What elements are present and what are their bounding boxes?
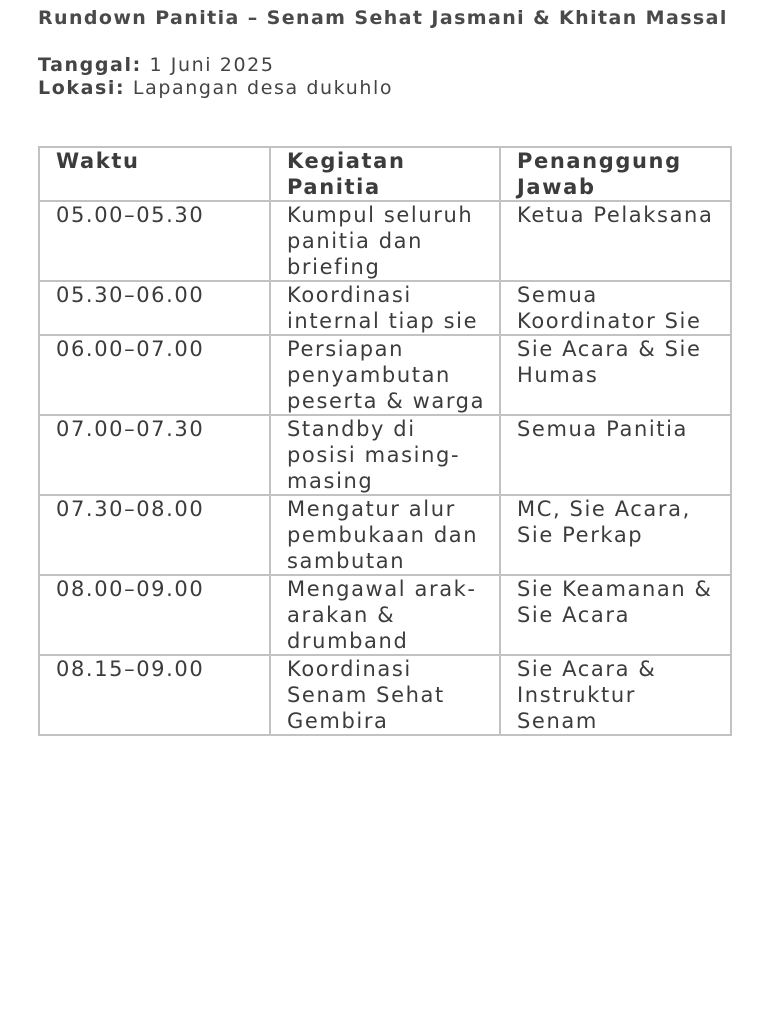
table-row	[39, 281, 731, 335]
pic-cell: Sie Keamanan & Sie Acara	[500, 575, 731, 655]
time-cell: 06.00–07.00	[39, 335, 270, 415]
date-value: 1 Juni 2025	[149, 54, 275, 76]
activity-cell: Koordinasi Senam Sehat Gembira	[270, 655, 500, 735]
document-meta	[38, 54, 730, 100]
document	[38, 6, 730, 733]
activity-cell: Kumpul seluruh panitia dan briefing	[270, 201, 500, 281]
table-row	[39, 415, 731, 495]
table-row	[39, 495, 731, 575]
time-cell: 08.00–09.00	[39, 575, 270, 655]
time-cell: 05.00–05.30	[39, 201, 270, 281]
header-kegiatan: Kegiatan Panitia	[270, 147, 500, 201]
time-cell: 08.15–09.00	[39, 655, 270, 735]
pic-cell: Sie Acara & Sie Humas	[500, 335, 731, 415]
time-cell: 07.00–07.30	[39, 415, 270, 495]
header-waktu: Waktu	[39, 147, 270, 201]
pic-cell: Semua Panitia	[500, 415, 731, 495]
activity-cell: Mengawal arak-arakan & drumband	[270, 575, 500, 655]
pic-cell: MC, Sie Acara, Sie Perkap	[500, 495, 731, 575]
document-title: Rundown Panitia – Senam Sehat Jasmani & Khitan Massal	[38, 7, 728, 29]
pic-cell: Sie Acara & Instruktur Senam	[500, 655, 731, 735]
header-penanggung-jawab: Penanggung Jawab	[500, 147, 731, 201]
table-row	[39, 575, 731, 655]
date-label: Tanggal:	[38, 54, 142, 76]
table-row	[39, 655, 731, 735]
time-cell: 07.30–08.00	[39, 495, 270, 575]
location-value: Lapangan desa dukuhlo	[132, 77, 394, 99]
activity-cell: Koordinasi internal tiap sie	[270, 281, 500, 335]
table-header-row	[39, 147, 731, 201]
location-label: Lokasi:	[38, 77, 126, 99]
pic-cell: Ketua Pelaksana	[500, 201, 731, 281]
time-cell: 05.30–06.00	[39, 281, 270, 335]
activity-cell: Standby di posisi masing-masing	[270, 415, 500, 495]
table-row	[39, 201, 731, 281]
activity-cell: Mengatur alur pembukaan dan sambutan	[270, 495, 500, 575]
location-line	[38, 77, 730, 100]
pic-cell: Semua Koordinator Sie	[500, 281, 731, 335]
date-line	[38, 54, 730, 77]
table-row	[39, 335, 731, 415]
activity-cell: Persiapan penyambutan peserta & warga	[270, 335, 500, 415]
rundown-table	[38, 146, 732, 736]
